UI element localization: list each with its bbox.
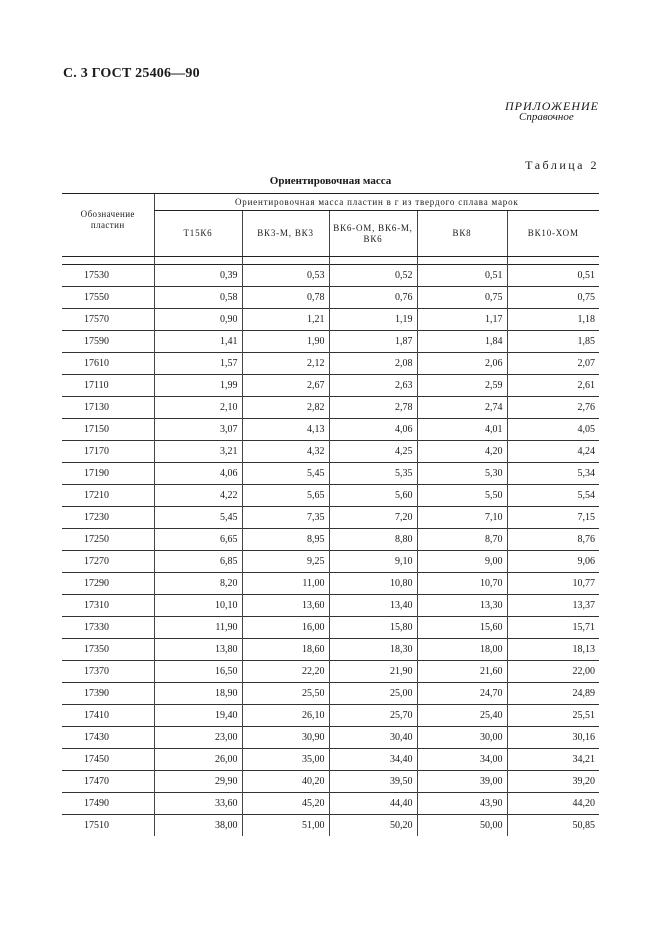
mass-value-cell: 0,39 bbox=[154, 265, 242, 287]
mass-value-cell: 4,32 bbox=[242, 441, 329, 463]
plate-code-cell: 17190 bbox=[62, 463, 154, 485]
table-row bbox=[62, 661, 599, 683]
mass-value-cell: 0,58 bbox=[154, 287, 242, 309]
mass-value-cell: 50,85 bbox=[507, 815, 599, 837]
mass-value-cell: 16,00 bbox=[242, 617, 329, 639]
column-header: ВК10-ХОМ bbox=[507, 211, 599, 257]
mass-value-cell: 10,70 bbox=[417, 573, 507, 595]
mass-value-cell: 26,00 bbox=[154, 749, 242, 771]
mass-value-cell: 2,63 bbox=[329, 375, 417, 397]
plate-code-cell: 17150 bbox=[62, 419, 154, 441]
mass-value-cell: 13,37 bbox=[507, 595, 599, 617]
mass-value-cell: 1,99 bbox=[154, 375, 242, 397]
mass-value-cell: 5,45 bbox=[154, 507, 242, 529]
mass-value-cell: 2,76 bbox=[507, 397, 599, 419]
table-row bbox=[62, 749, 599, 771]
mass-value-cell: 25,00 bbox=[329, 683, 417, 705]
mass-value-cell: 18,90 bbox=[154, 683, 242, 705]
mass-value-cell: 25,50 bbox=[242, 683, 329, 705]
mass-value-cell: 1,85 bbox=[507, 331, 599, 353]
mass-value-cell: 2,74 bbox=[417, 397, 507, 419]
mass-value-cell: 24,70 bbox=[417, 683, 507, 705]
mass-value-cell: 4,01 bbox=[417, 419, 507, 441]
mass-value-cell: 0,75 bbox=[507, 287, 599, 309]
mass-value-cell: 4,06 bbox=[154, 463, 242, 485]
column-header: Т15К6 bbox=[154, 211, 242, 257]
mass-value-cell: 1,57 bbox=[154, 353, 242, 375]
mass-value-cell: 5,60 bbox=[329, 485, 417, 507]
mass-value-cell: 5,34 bbox=[507, 463, 599, 485]
designation-header: Обозначение пластин bbox=[62, 194, 154, 257]
table-row bbox=[62, 485, 599, 507]
plate-code-cell: 17490 bbox=[62, 793, 154, 815]
mass-value-cell: 34,40 bbox=[329, 749, 417, 771]
mass-value-cell: 1,19 bbox=[329, 309, 417, 331]
mass-value-cell: 33,60 bbox=[154, 793, 242, 815]
mass-table bbox=[62, 193, 599, 836]
plate-code-cell: 17290 bbox=[62, 573, 154, 595]
mass-value-cell: 2,67 bbox=[242, 375, 329, 397]
table-row bbox=[62, 419, 599, 441]
mass-value-cell: 44,40 bbox=[329, 793, 417, 815]
table-row bbox=[62, 771, 599, 793]
mass-value-cell: 8,20 bbox=[154, 573, 242, 595]
mass-value-cell: 2,59 bbox=[417, 375, 507, 397]
table-row bbox=[62, 705, 599, 727]
mass-value-cell: 38,00 bbox=[154, 815, 242, 837]
mass-value-cell: 15,71 bbox=[507, 617, 599, 639]
plate-code-cell: 17470 bbox=[62, 771, 154, 793]
mass-value-cell: 5,54 bbox=[507, 485, 599, 507]
mass-value-cell: 25,51 bbox=[507, 705, 599, 727]
table-row bbox=[62, 617, 599, 639]
mass-value-cell: 4,25 bbox=[329, 441, 417, 463]
mass-value-cell: 5,35 bbox=[329, 463, 417, 485]
table-row bbox=[62, 331, 599, 353]
mass-value-cell: 2,61 bbox=[507, 375, 599, 397]
table-row bbox=[62, 507, 599, 529]
plate-code-cell: 17330 bbox=[62, 617, 154, 639]
mass-value-cell: 4,05 bbox=[507, 419, 599, 441]
plate-code-cell: 17430 bbox=[62, 727, 154, 749]
mass-value-cell: 3,21 bbox=[154, 441, 242, 463]
mass-value-cell: 40,20 bbox=[242, 771, 329, 793]
plate-code-cell: 17610 bbox=[62, 353, 154, 375]
mass-value-cell: 30,90 bbox=[242, 727, 329, 749]
plate-code-cell: 17590 bbox=[62, 331, 154, 353]
table-row bbox=[62, 309, 599, 331]
mass-value-cell: 35,00 bbox=[242, 749, 329, 771]
mass-value-cell: 3,07 bbox=[154, 419, 242, 441]
plate-code-cell: 17350 bbox=[62, 639, 154, 661]
mass-value-cell: 30,16 bbox=[507, 727, 599, 749]
mass-value-cell: 7,20 bbox=[329, 507, 417, 529]
mass-value-cell: 1,90 bbox=[242, 331, 329, 353]
mass-value-cell: 15,60 bbox=[417, 617, 507, 639]
table-row bbox=[62, 639, 599, 661]
mass-value-cell: 2,06 bbox=[417, 353, 507, 375]
mass-value-cell: 16,50 bbox=[154, 661, 242, 683]
table-row bbox=[62, 441, 599, 463]
mass-value-cell: 2,78 bbox=[329, 397, 417, 419]
plate-code-cell: 17170 bbox=[62, 441, 154, 463]
mass-table-container bbox=[62, 193, 599, 836]
mass-value-cell: 8,76 bbox=[507, 529, 599, 551]
plate-code-cell: 17570 bbox=[62, 309, 154, 331]
plate-code-cell: 17410 bbox=[62, 705, 154, 727]
mass-value-cell: 30,00 bbox=[417, 727, 507, 749]
table-row bbox=[62, 375, 599, 397]
plate-code-cell: 17310 bbox=[62, 595, 154, 617]
mass-value-cell: 30,40 bbox=[329, 727, 417, 749]
mass-value-cell: 29,90 bbox=[154, 771, 242, 793]
mass-value-cell: 7,35 bbox=[242, 507, 329, 529]
mass-value-cell: 9,25 bbox=[242, 551, 329, 573]
mass-value-cell: 34,00 bbox=[417, 749, 507, 771]
mass-value-cell: 0,51 bbox=[417, 265, 507, 287]
table-body bbox=[62, 257, 599, 837]
plate-code-cell: 17230 bbox=[62, 507, 154, 529]
table-row bbox=[62, 683, 599, 705]
table-row bbox=[62, 595, 599, 617]
table-caption: Ориентировочная масса bbox=[269, 175, 392, 187]
mass-value-cell: 13,80 bbox=[154, 639, 242, 661]
mass-value-cell: 25,70 bbox=[329, 705, 417, 727]
plate-code-cell: 17370 bbox=[62, 661, 154, 683]
mass-value-cell: 1,21 bbox=[242, 309, 329, 331]
plate-code-cell: 17550 bbox=[62, 287, 154, 309]
mass-value-cell: 13,30 bbox=[417, 595, 507, 617]
mass-value-cell: 8,95 bbox=[242, 529, 329, 551]
mass-value-cell: 0,52 bbox=[329, 265, 417, 287]
mass-value-cell: 11,00 bbox=[242, 573, 329, 595]
table-row bbox=[62, 397, 599, 419]
column-header: ВК6-ОМ, ВК6-М, ВК6 bbox=[329, 211, 417, 257]
mass-value-cell: 45,20 bbox=[242, 793, 329, 815]
mass-value-cell: 2,10 bbox=[154, 397, 242, 419]
mass-value-cell: 18,30 bbox=[329, 639, 417, 661]
plate-code-cell: 17450 bbox=[62, 749, 154, 771]
mass-value-cell: 50,00 bbox=[417, 815, 507, 837]
mass-value-cell: 19,40 bbox=[154, 705, 242, 727]
mass-value-cell: 1,41 bbox=[154, 331, 242, 353]
mass-value-cell: 39,00 bbox=[417, 771, 507, 793]
appendix-title: ПРИЛОЖЕНИЕ bbox=[505, 99, 599, 113]
mass-value-cell: 23,00 bbox=[154, 727, 242, 749]
mass-value-cell: 7,15 bbox=[507, 507, 599, 529]
mass-value-cell: 51,00 bbox=[242, 815, 329, 837]
mass-value-cell: 10,80 bbox=[329, 573, 417, 595]
mass-value-cell: 13,40 bbox=[329, 595, 417, 617]
plate-code-cell: 17250 bbox=[62, 529, 154, 551]
mass-value-cell: 6,65 bbox=[154, 529, 242, 551]
mass-value-cell: 15,80 bbox=[329, 617, 417, 639]
plate-code-cell: 17530 bbox=[62, 265, 154, 287]
mass-value-cell: 0,75 bbox=[417, 287, 507, 309]
mass-value-cell: 4,06 bbox=[329, 419, 417, 441]
mass-value-cell: 5,65 bbox=[242, 485, 329, 507]
table-row bbox=[62, 815, 599, 837]
mass-value-cell: 5,45 bbox=[242, 463, 329, 485]
plate-code-cell: 17130 bbox=[62, 397, 154, 419]
plate-code-cell: 17270 bbox=[62, 551, 154, 573]
mass-value-cell: 2,12 bbox=[242, 353, 329, 375]
mass-value-cell: 11,90 bbox=[154, 617, 242, 639]
mass-value-cell: 18,00 bbox=[417, 639, 507, 661]
plate-code-cell: 17110 bbox=[62, 375, 154, 397]
mass-value-cell: 39,50 bbox=[329, 771, 417, 793]
mass-value-cell: 0,76 bbox=[329, 287, 417, 309]
table-row bbox=[62, 573, 599, 595]
mass-value-cell: 34,21 bbox=[507, 749, 599, 771]
mass-value-cell: 4,22 bbox=[154, 485, 242, 507]
mass-value-cell: 22,20 bbox=[242, 661, 329, 683]
mass-value-cell: 7,10 bbox=[417, 507, 507, 529]
mass-value-cell: 21,60 bbox=[417, 661, 507, 683]
mass-value-cell: 2,82 bbox=[242, 397, 329, 419]
mass-value-cell: 39,20 bbox=[507, 771, 599, 793]
table-row bbox=[62, 463, 599, 485]
table-number: Таблица 2 bbox=[525, 158, 599, 172]
table-row bbox=[62, 265, 599, 287]
mass-value-cell: 0,90 bbox=[154, 309, 242, 331]
mass-value-cell: 2,08 bbox=[329, 353, 417, 375]
page-header: С. 3 ГОСТ 25406—90 bbox=[63, 66, 200, 81]
mass-value-cell: 8,80 bbox=[329, 529, 417, 551]
table-head bbox=[62, 194, 599, 257]
plate-code-cell: 17210 bbox=[62, 485, 154, 507]
mass-value-cell: 8,70 bbox=[417, 529, 507, 551]
group-header: Ориентировочная масса пластин в г из твердого сплава марок bbox=[154, 194, 599, 211]
table-row bbox=[62, 727, 599, 749]
mass-value-cell: 6,85 bbox=[154, 551, 242, 573]
table-row bbox=[62, 793, 599, 815]
plate-code-cell: 17510 bbox=[62, 815, 154, 837]
mass-value-cell: 24,89 bbox=[507, 683, 599, 705]
mass-value-cell: 4,13 bbox=[242, 419, 329, 441]
mass-value-cell: 5,50 bbox=[417, 485, 507, 507]
mass-value-cell: 1,17 bbox=[417, 309, 507, 331]
mass-value-cell: 21,90 bbox=[329, 661, 417, 683]
header-spacer-row bbox=[62, 257, 599, 265]
mass-value-cell: 9,00 bbox=[417, 551, 507, 573]
mass-value-cell: 26,10 bbox=[242, 705, 329, 727]
mass-value-cell: 25,40 bbox=[417, 705, 507, 727]
mass-value-cell: 13,60 bbox=[242, 595, 329, 617]
mass-value-cell: 4,20 bbox=[417, 441, 507, 463]
mass-value-cell: 18,13 bbox=[507, 639, 599, 661]
mass-value-cell: 1,18 bbox=[507, 309, 599, 331]
mass-value-cell: 4,24 bbox=[507, 441, 599, 463]
mass-value-cell: 2,07 bbox=[507, 353, 599, 375]
mass-value-cell: 10,10 bbox=[154, 595, 242, 617]
table-row bbox=[62, 287, 599, 309]
mass-value-cell: 9,10 bbox=[329, 551, 417, 573]
mass-value-cell: 43,90 bbox=[417, 793, 507, 815]
mass-value-cell: 9,06 bbox=[507, 551, 599, 573]
mass-value-cell: 0,51 bbox=[507, 265, 599, 287]
mass-value-cell: 18,60 bbox=[242, 639, 329, 661]
column-header: ВК8 bbox=[417, 211, 507, 257]
column-header: ВК3-М, ВК3 bbox=[242, 211, 329, 257]
table-row bbox=[62, 529, 599, 551]
appendix-type: Справочное bbox=[519, 111, 574, 123]
mass-value-cell: 0,78 bbox=[242, 287, 329, 309]
mass-value-cell: 1,84 bbox=[417, 331, 507, 353]
mass-value-cell: 22,00 bbox=[507, 661, 599, 683]
mass-value-cell: 50,20 bbox=[329, 815, 417, 837]
mass-value-cell: 0,53 bbox=[242, 265, 329, 287]
mass-value-cell: 10,77 bbox=[507, 573, 599, 595]
table-row bbox=[62, 353, 599, 375]
mass-value-cell: 1,87 bbox=[329, 331, 417, 353]
table-row bbox=[62, 551, 599, 573]
plate-code-cell: 17390 bbox=[62, 683, 154, 705]
mass-value-cell: 44,20 bbox=[507, 793, 599, 815]
mass-value-cell: 5,30 bbox=[417, 463, 507, 485]
